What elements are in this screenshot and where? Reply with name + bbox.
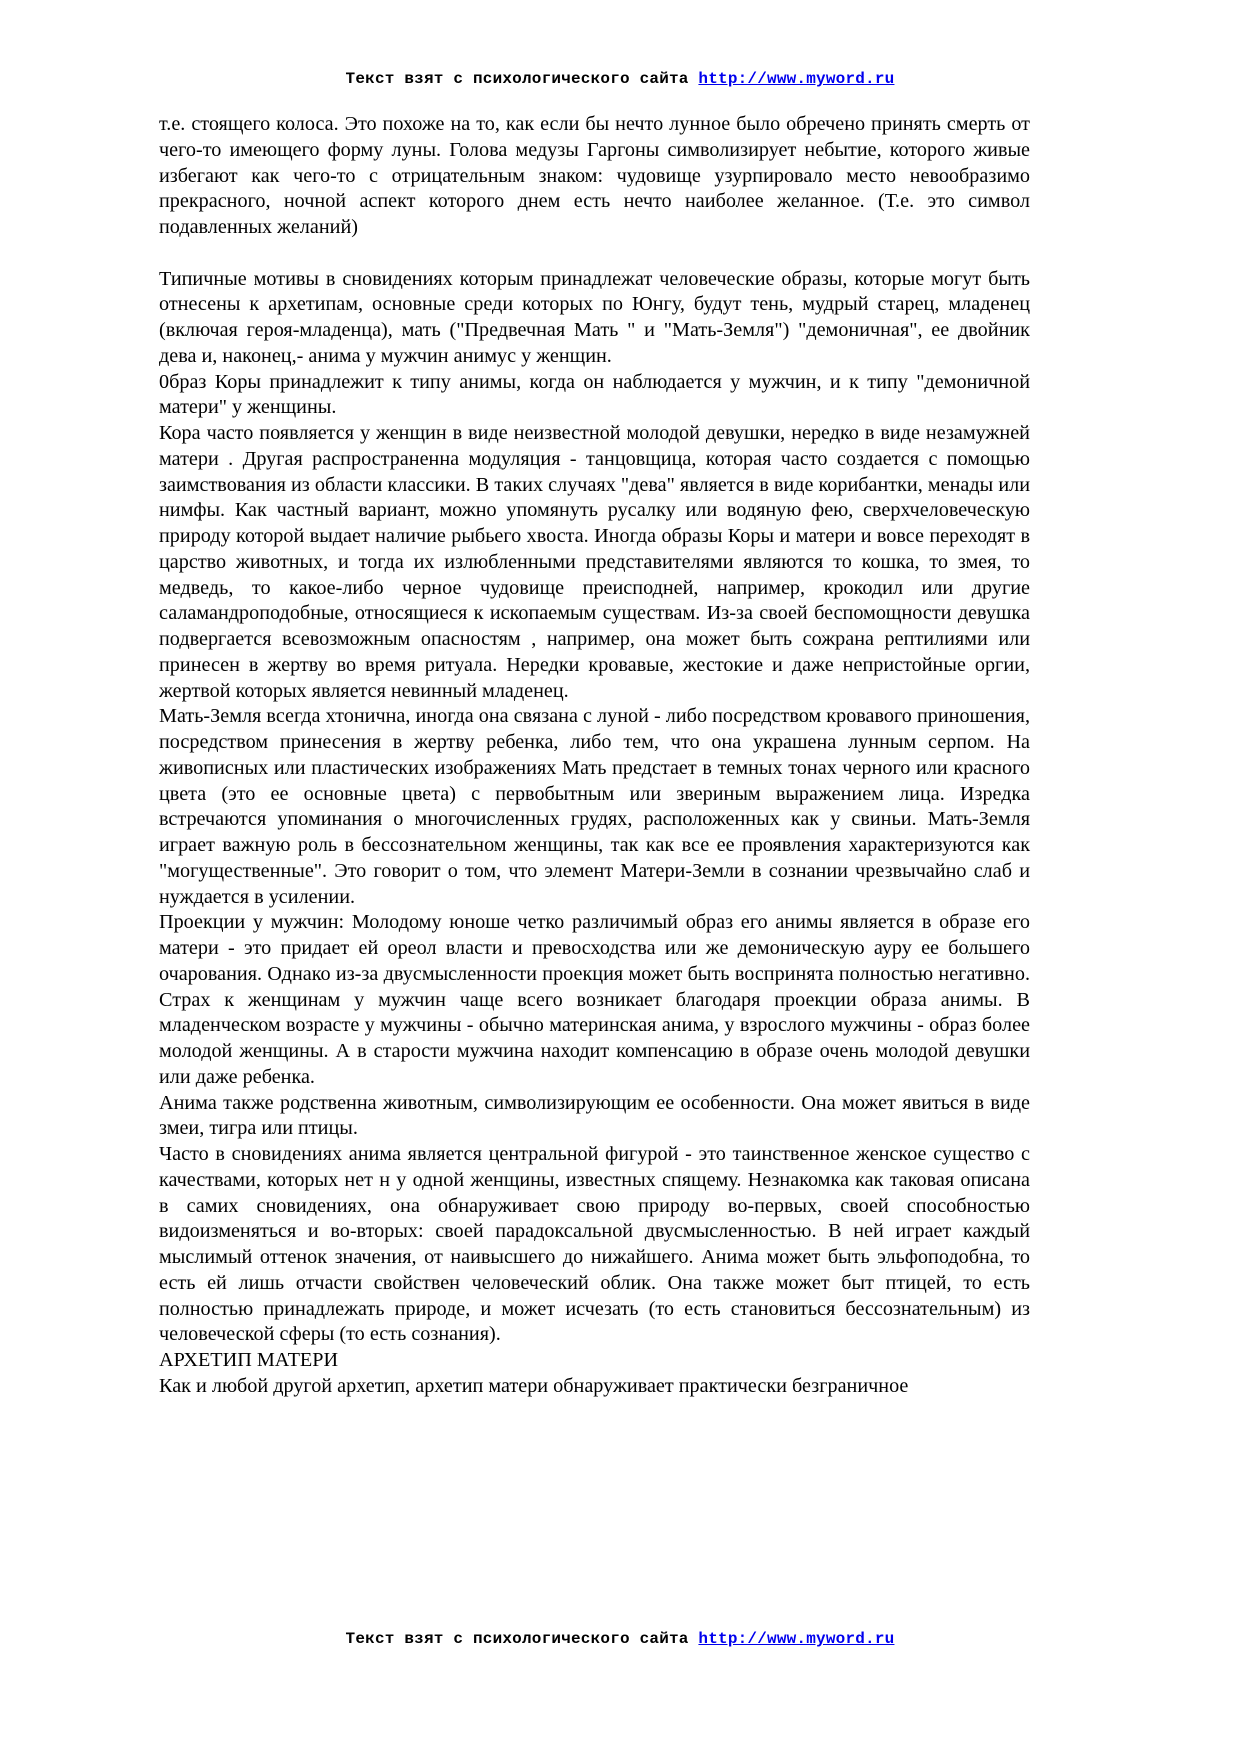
paragraph-1: т.е. стоящего колоса. Это похоже на то, как если бы нечто лунное было обречено принять смерть от чего-то имеющего форму луны. Голова медузы Гаргоны символизирует небытие, которого живые избегают как чего-то с отрицательным знаком: чудовище узурпировало место невообразимо прекрасного, ночной аспект которого днем есть нечто наиболее желанное. (Т.е. это символ подавленных желаний) — [159, 113, 1030, 238]
paragraph-8: Часто в сновидениях анима является центральной фигурой - это таинственное женское существо с качествами, которых нет н у одной женщины, известных спящему. Незнакомка как таковая описана в самих сновидениях, она обнаруживает свою природу во-первых, своей способностью видоизменяться и во-вторых: своей парадоксальной двусмысленностью. В ней играет каждый мыслимый оттенок значения, от наивысшего до нижайшего. Анима может быть эльфоподобна, то есть ей лишь отчасти свойствен человеческий облик. Она также может быт птицей, то есть полностью принадлежать природе, и может исчезать (то есть становиться бессознательным) из человеческой сферы (то есть сознания). — [159, 1143, 1030, 1346]
paragraph-7: Анима также родственна животным, символизирующим ее особенности. Она может явиться в виде змеи, тигра или птицы. — [159, 1091, 1030, 1140]
header-text: Текст взят с психологического сайта — [345, 70, 689, 88]
paragraph-2: Типичные мотивы в сновидениях которым принадлежат человеческие образы, которые могут быть отнесены к архетипам, основные среди которых по Юнгу, будут тень, мудрый старец, младенец (включая героя-младенца), мать ("Предвечная Мать " и "Мать-Земля") "демоничная", ее двойник дева и, наконец,- анима у мужчин анимус у женщин. — [159, 267, 1030, 367]
footer-text: Текст взят с психологического сайта — [345, 1630, 689, 1648]
section-heading: АРХЕТИП МАТЕРИ — [159, 1349, 339, 1371]
paragraph-9: Как и любой другой архетип, архетип матери обнаруживает практически безграничное — [159, 1374, 909, 1397]
paragraph-6: Проекции у мужчин: Молодому юноше четко различимый образ его анимы является в образе его матери - это придает ей ореол власти и превосходства или же демоническую ауру ее большего очарования. Однако из-за двусмысленности проекция может быть воспринята полностью негативно. Страх к женщинам у мужчин чаще всего возникает благодаря проекции образа анимы. В младенческом возрасте у мужчины - обычно материнская анима, у взрослого мужчины - образ более молодой женщины. А в старости мужчина находит компенсацию в образе очень молодой девушки или даже ребенка. — [159, 911, 1030, 1088]
paragraph-3: 0браз Коры принадлежит к типу анимы, когда он наблюдается у мужчин, и к типу "демоничной матери" у женщины. — [159, 370, 1030, 419]
paragraph-5: Мать-Земля всегда хтонична, иногда она связана с луной - либо посредством кровавого приношения, посредством принесения в жертву ребенка, либо тем, что она украшена лунным серпом. На живописных или пластических изображениях Мать предстает в темных тонах черного или красного цвета (это ее основные цвета) с первобытным или звериным выражением лица. Изредка встречаются упоминания о многочисленных грудях, расположенных как у свиньи. Мать-Земля играет важную роль в бессознательном женщины, так как все ее проявления характеризуются как "могущественные". Это говорит о том, что элемент Матери-Земли в сознании чрезвычайно слаб и нуждается в усилении. — [159, 705, 1030, 908]
page-header — [0, 70, 1240, 88]
footer-site-link[interactable]: http://www.myword.ru — [698, 1630, 895, 1648]
page-footer — [0, 1630, 1240, 1648]
paragraph-4: Кора часто появляется у женщин в виде неизвестной молодой девушки, нередко в виде незамужней матери . Другая распространенна модуляция - танцовщица, которая часто создается с помощью заимствования из области классики. В таких случаях "дева" является в виде корибантки, менады или нимфы. Как частный вариант, можно упомянуть русалку или водяную фею, сверхчеловеческую природу которой выдает наличие рыбьего хвоста. Иногда образы Коры и матери и вовсе переходят в царство животных, и тогда их излюбленными представителями являются то кошка, то змея, то медведь, то какое-либо черное чудовище преисподней, например, крокодил или другие саламандроподобные, относящиеся к ископаемым существам. Из-за своей беспомощности девушка подвергается всевозможным опасностям , например, она может быть сожрана рептилиями или принесен в жертву во время ритуала. Нередки кровавые, жестокие и даже непристойные оргии, жертвой которых является невинный младенец. — [159, 422, 1030, 702]
paragraph-gap — [159, 241, 1030, 267]
document-body — [159, 112, 1030, 1400]
header-site-link[interactable]: http://www.myword.ru — [698, 70, 895, 88]
